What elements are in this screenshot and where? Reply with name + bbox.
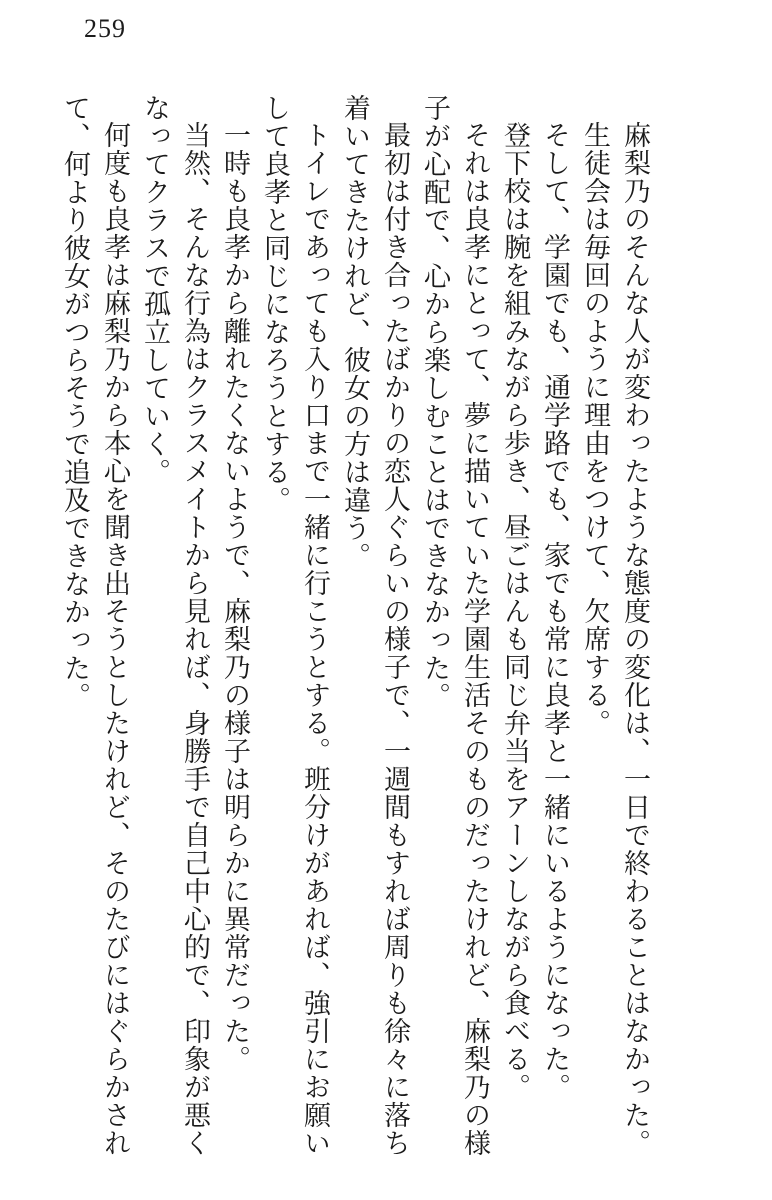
paragraph: それは良孝にとって、夢に描いていた学園生活そのものだったけれど、麻梨乃の様子が心配で、心から楽しむことはできなかった。 [420, 94, 490, 1157]
paragraph: そして、学園でも、通学路でも、家でも常に良孝と一緒にいるようになった。 [540, 121, 570, 1101]
paragraph: 生徒会は毎回のように理由をつけて、欠席する。 [580, 121, 610, 737]
paragraph: トイレであっても入り口まで一緒に行こうとする。班分けがあれば、強引にお願いして良孝と同じになろうとする。 [260, 94, 330, 1157]
paragraph: 何度も良孝は麻梨乃から本心を聞き出そうとしたけれど、そのたびにはぐらかされて、何より彼女がつらそうで追及できなかった。 [60, 94, 130, 1157]
page-number: 259 [84, 14, 126, 43]
novel-text-block [53, 94, 655, 1158]
paragraph: 一時も良孝から離れたくないようで、麻梨乃の様子は明らかに異常だった。 [220, 121, 250, 1073]
paragraph: 麻梨乃のそんな人が変わったような態度の変化は、一日で終わることはなかった。 [620, 121, 650, 1157]
paragraph: 当然、そんな行為はクラスメイトから見れば、身勝手で自己中心的で、印象が悪くなってクラスで孤立していく。 [140, 94, 210, 1157]
paragraph: 登下校は腕を組みながら歩き、昼ごはんも同じ弁当をアーンしながら食べる。 [500, 121, 530, 1101]
paragraph: 最初は付き合ったばかりの恋人ぐらいの様子で、一週間もすれば周りも徐々に落ち着いてきたけれど、彼女の方は違う。 [340, 94, 410, 1157]
